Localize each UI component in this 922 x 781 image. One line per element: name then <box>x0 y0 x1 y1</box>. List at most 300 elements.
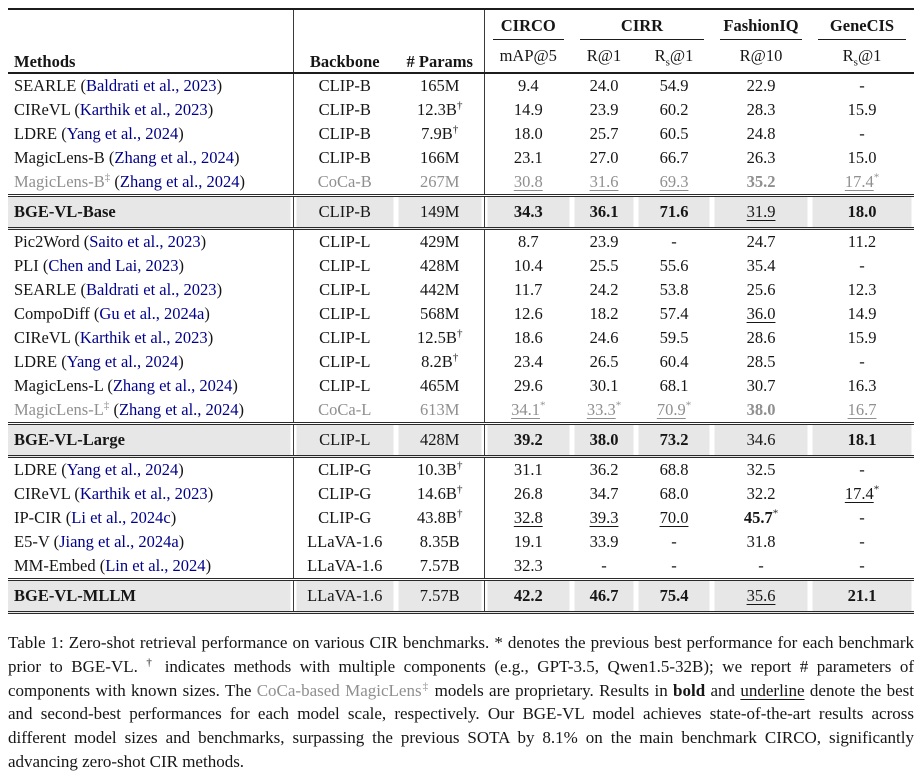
metric-cell <box>810 554 914 580</box>
table-row <box>8 374 914 398</box>
metric-cell: 17.4* <box>844 483 880 503</box>
method-cell <box>8 326 293 350</box>
metric-value: - <box>859 532 865 551</box>
col-group-genecis <box>810 9 914 40</box>
metric-cell <box>572 580 636 613</box>
method-cell <box>8 350 293 374</box>
params-cell: 7.57B <box>419 556 460 575</box>
citation-link[interactable]: Gu et al., 2024a <box>99 304 205 323</box>
method-name: MagicLens-B <box>14 148 105 167</box>
metric-cell <box>636 580 712 613</box>
table-row <box>8 530 914 554</box>
metric-value: 11.7 <box>514 280 543 299</box>
metric-value: 29.6 <box>513 376 543 395</box>
method-name: IP-CIR <box>14 508 62 527</box>
metric-value: 18.6 <box>513 328 543 347</box>
method-name: LDRE <box>14 352 58 371</box>
paren: ) <box>216 76 223 95</box>
metric-value: 33.9 <box>589 532 619 551</box>
backbone-cell: CLIP-L <box>293 302 396 326</box>
paren: ) <box>207 328 214 347</box>
method-name: E5-V <box>14 532 50 551</box>
backbone-cell: CLIP-L <box>293 254 396 278</box>
metric-cell <box>572 424 636 457</box>
table-row <box>8 457 914 483</box>
paren: ( <box>76 76 86 95</box>
metric-value: 35.6 <box>746 586 776 605</box>
metric-cell <box>572 530 636 554</box>
metric-value: 60.4 <box>659 352 689 371</box>
caption-segment: indicates methods with multiple components (e.g., GPT-3.5, Qwen1.5-32B); we report # parameters of components with known sizes. The <box>8 656 914 700</box>
metric-cell <box>636 302 712 326</box>
metric-cell <box>810 350 914 374</box>
metric-value: 30.7 <box>746 376 776 395</box>
results-table <box>8 8 914 614</box>
backbone-cell: CLIP-G <box>293 506 396 530</box>
metric-value: 45.7 <box>743 508 773 527</box>
col-group-cirr <box>572 9 712 40</box>
summary-row <box>8 580 914 613</box>
metric-cell <box>712 278 810 302</box>
caption-segment: CoCa-based MagicLens <box>256 680 422 700</box>
metric-value: 24.7 <box>746 232 776 251</box>
paren: ( <box>49 532 60 551</box>
paren: ) <box>178 532 185 551</box>
table-row <box>8 278 914 302</box>
method-cell <box>8 278 293 302</box>
metric-cell <box>484 326 572 350</box>
col-header-r1: R@1 <box>572 40 636 73</box>
metric-value: 46.7 <box>589 586 619 605</box>
metric-value: - <box>601 556 607 575</box>
paren: ( <box>57 460 67 479</box>
metric-value: - <box>671 232 677 251</box>
metric-cell <box>810 196 914 229</box>
table-row <box>8 254 914 278</box>
metric-cell <box>572 254 636 278</box>
metric-cell: 33.3* <box>586 399 622 419</box>
metric-cell <box>572 350 636 374</box>
paren: ( <box>110 172 120 191</box>
params-cell: 267M <box>420 172 460 191</box>
metric-cell <box>484 506 572 530</box>
caption-segment: bold <box>673 680 706 700</box>
metric-cell <box>636 122 712 146</box>
metric-value: 14.9 <box>513 100 543 119</box>
metric-value: 28.6 <box>746 328 776 347</box>
metric-value: 25.7 <box>589 124 619 143</box>
metric-cell <box>810 98 914 122</box>
metric-value: 60.2 <box>659 100 689 119</box>
metric-value: 18.0 <box>847 202 877 221</box>
paren: ( <box>76 280 86 299</box>
citation-link[interactable]: Yang et al., 2024 <box>66 352 179 371</box>
metric-value: 27.0 <box>589 148 619 167</box>
citation-link[interactable]: Li et al., 2024c <box>71 508 171 527</box>
method-cell <box>8 73 293 98</box>
table-body <box>8 73 914 613</box>
metric-value: 32.2 <box>746 484 776 503</box>
params-cell: 166M <box>420 148 460 167</box>
metric-cell <box>712 482 810 506</box>
metric-value: - <box>859 76 865 95</box>
metric-value: 15.9 <box>847 328 877 347</box>
metric-value: - <box>859 460 865 479</box>
metric-cell <box>636 73 712 98</box>
metric-cell <box>484 302 572 326</box>
backbone-cell: CLIP-B <box>293 146 396 170</box>
caption-segment: denote the best and second-best performances for each model scale, respectively. Our BGE-VL model achieves state-of-the-art results across different model sizes and benchmarks, surpassing the previous SOTA by 8.1% on the main benchmark CIRCO, significantly advancing zero-shot CIR methods. <box>8 680 915 771</box>
metric-cell <box>810 580 914 613</box>
method-cell <box>8 506 293 530</box>
metric-cell <box>484 424 572 457</box>
metric-value: 18.1 <box>847 430 877 449</box>
metric-value: 31.6 <box>589 172 619 191</box>
citation-link[interactable]: Jiang et al., 2024a <box>59 532 179 551</box>
metric-value: - <box>859 124 865 143</box>
metric-cell <box>484 457 572 483</box>
backbone-cell: CLIP-L <box>293 374 396 398</box>
metric-cell <box>712 554 810 580</box>
metric-value: 24.8 <box>746 124 776 143</box>
method-name: MagicLens-L <box>14 400 104 419</box>
backbone-cell: CLIP-G <box>293 482 396 506</box>
metric-value: 36.1 <box>589 202 619 221</box>
col-group-fashioniq <box>712 9 810 40</box>
params-cell: 613M <box>420 400 460 419</box>
metric-cell <box>484 350 572 374</box>
metric-value: 15.9 <box>847 100 877 119</box>
metric-cell <box>572 196 636 229</box>
metric-value: 68.1 <box>659 376 689 395</box>
table-row <box>8 326 914 350</box>
caption-segment: models are proprietary. Results in <box>429 680 674 700</box>
backbone-cell: CoCa-L <box>293 398 396 424</box>
group-label-fashioniq: FashionIQ <box>720 13 802 40</box>
metric-cell <box>572 506 636 530</box>
method-name: MagicLens-B <box>14 172 105 191</box>
metric-value: 30.8 <box>513 172 543 191</box>
metric-cell <box>810 254 914 278</box>
metric-cell <box>636 254 712 278</box>
backbone-cell: CLIP-B <box>293 73 396 98</box>
citation-link[interactable]: Baldrati et al., 2023 <box>85 76 217 95</box>
caption-segment: † <box>146 656 157 669</box>
metric-value: 18.0 <box>513 124 543 143</box>
metric-value: 24.0 <box>589 76 619 95</box>
metric-value: 42.2 <box>513 586 543 605</box>
table-row <box>8 302 914 326</box>
metric-value: 23.1 <box>513 148 543 167</box>
metric-cell <box>484 530 572 554</box>
method-cell <box>8 122 293 146</box>
params-cell: 442M <box>420 280 460 299</box>
caption-segment: ‡ <box>421 679 430 692</box>
metric-value: 38.0 <box>589 430 619 449</box>
group-label-circo: CIRCO <box>493 13 565 40</box>
table-row <box>8 554 914 580</box>
metric-value: 26.3 <box>746 148 776 167</box>
backbone-cell: CLIP-L <box>293 229 396 255</box>
metric-value: 32.3 <box>513 556 543 575</box>
metric-value: 31.8 <box>746 532 776 551</box>
params-cell: 7.57B <box>396 580 484 613</box>
metric-cell <box>712 122 810 146</box>
metric-cell <box>810 326 914 350</box>
citation-link[interactable]: Saito et al., 2023 <box>89 232 201 251</box>
metric-cell <box>810 122 914 146</box>
paren: ) <box>178 256 185 275</box>
metric-value: 69.3 <box>659 172 689 191</box>
metric-cell <box>636 457 712 483</box>
col-header-params: # Params <box>396 9 484 73</box>
metric-value: 14.9 <box>847 304 877 323</box>
paren: ( <box>38 256 49 275</box>
metric-cell <box>484 554 572 580</box>
metric-cell <box>712 73 810 98</box>
backbone-cell: LLaVA-1.6 <box>293 580 396 613</box>
metric-value: 22.9 <box>746 76 776 95</box>
col-header-r10: R@10 <box>712 40 810 73</box>
metric-cell <box>572 122 636 146</box>
metric-cell <box>712 302 810 326</box>
metric-cell <box>712 580 810 613</box>
metric-value: 23.9 <box>589 232 619 251</box>
metric-value: 38.0 <box>746 400 776 419</box>
metric-value: - <box>671 556 677 575</box>
summary-name-cell: BGE-VL-MLLM <box>8 580 293 613</box>
metric-cell <box>572 170 636 196</box>
metric-cell <box>810 530 914 554</box>
paren: ) <box>238 400 245 419</box>
method-cell <box>8 302 293 326</box>
metric-cell <box>810 506 914 530</box>
metric-value: 68.0 <box>659 484 689 503</box>
method-cell <box>8 457 293 483</box>
citation-link[interactable]: Zhang et al., 2024 <box>114 148 234 167</box>
citation-link[interactable]: Lin et al., 2024 <box>105 556 206 575</box>
params-cell: 7.9B† <box>421 123 459 143</box>
paren: ) <box>178 124 184 143</box>
metric-cell <box>810 229 914 255</box>
metric-value: 39.3 <box>589 508 619 527</box>
metric-cell <box>810 73 914 98</box>
params-cell: 10.3B† <box>417 459 463 479</box>
backbone-cell: CLIP-L <box>293 326 396 350</box>
metric-cell <box>636 374 712 398</box>
metric-value: - <box>859 508 865 527</box>
metric-value: 16.7 <box>847 400 877 419</box>
metric-cell <box>636 530 712 554</box>
method-cell <box>8 374 293 398</box>
metric-value: 75.4 <box>659 586 689 605</box>
backbone-cell: CLIP-L <box>293 278 396 302</box>
metric-cell: 17.4* <box>844 171 880 191</box>
metric-cell <box>810 278 914 302</box>
metric-cell <box>712 350 810 374</box>
citation-link[interactable]: Yang et al., 2024 <box>66 460 179 479</box>
metric-cell <box>810 374 914 398</box>
metric-value: 31.1 <box>513 460 543 479</box>
metric-cell <box>712 229 810 255</box>
method-name: MagicLens-L <box>14 376 104 395</box>
metric-value: 31.9 <box>746 202 776 221</box>
metric-value: 16.3 <box>847 376 877 395</box>
params-cell: 428M <box>420 256 460 275</box>
metric-cell <box>712 170 810 196</box>
metric-cell <box>572 302 636 326</box>
metric-value: 59.5 <box>659 328 689 347</box>
metric-cell <box>636 170 712 196</box>
paren: ( <box>61 508 72 527</box>
metric-cell: 34.1* <box>484 398 572 424</box>
metric-cell <box>810 457 914 483</box>
metric-cell <box>636 350 712 374</box>
metric-cell <box>484 146 572 170</box>
params-cell: 428M <box>396 424 484 457</box>
metric-value: - <box>758 556 764 575</box>
metric-value: 11.2 <box>847 232 877 251</box>
metric-value: 71.6 <box>659 202 689 221</box>
paren: ( <box>109 400 119 419</box>
metric-cell <box>572 278 636 302</box>
metric-cell <box>572 73 636 98</box>
paren: ( <box>104 148 115 167</box>
metric-value: 15.0 <box>847 148 877 167</box>
metric-cell <box>484 482 572 506</box>
metric-value: 17.4 <box>844 172 874 191</box>
citation-link[interactable]: Karthik et al., 2023 <box>79 100 208 119</box>
citation-link[interactable]: Karthik et al., 2023 <box>79 484 208 503</box>
citation-link[interactable]: Zhang et al., 2024 <box>119 172 240 191</box>
citation-link[interactable]: Yang et al., 2024 <box>66 124 179 143</box>
params-cell: 465M <box>420 376 460 395</box>
col-header-methods: Methods <box>8 9 293 73</box>
col-header-rs1-genecis: $R_s@1$ <box>810 40 914 73</box>
metric-cell <box>636 278 712 302</box>
params-cell: 12.5B† <box>417 327 463 347</box>
method-cell <box>8 229 293 255</box>
method-cell <box>8 146 293 170</box>
table-row <box>8 398 914 424</box>
backbone-cell: LLaVA-1.6 <box>293 530 396 554</box>
metric-cell <box>636 326 712 350</box>
paren: ( <box>70 100 80 119</box>
metric-cell <box>810 146 914 170</box>
params-cell: 8.35B <box>419 532 460 551</box>
citation-link[interactable]: Zhang et al., 2024 <box>112 376 233 395</box>
metric-value: 12.3 <box>847 280 877 299</box>
table-row <box>8 482 914 506</box>
metric-value: 73.2 <box>659 430 689 449</box>
params-cell: 8.2B† <box>421 351 459 371</box>
method-name: SEARLE <box>14 76 77 95</box>
backbone-cell: CLIP-L <box>293 424 396 457</box>
metric-value: - <box>859 352 865 371</box>
backbone-cell: CoCa-B <box>293 170 396 196</box>
metric-value: 68.8 <box>659 460 689 479</box>
method-cell: MagicLens-B‡ (Zhang et al., 2024) <box>14 171 245 191</box>
metric-cell <box>712 530 810 554</box>
metric-cell <box>484 580 572 613</box>
paren: ) <box>233 148 240 167</box>
metric-value: 24.2 <box>589 280 619 299</box>
metric-cell <box>712 146 810 170</box>
metric-value: 57.4 <box>659 304 689 323</box>
citation-link[interactable]: Karthik et al., 2023 <box>79 328 208 347</box>
metric-cell <box>636 146 712 170</box>
paren: ( <box>57 124 67 143</box>
metric-value: 70.9 <box>656 400 686 419</box>
paren: ) <box>178 352 184 371</box>
metric-cell <box>484 98 572 122</box>
backbone-cell: CLIP-B <box>293 122 396 146</box>
caption-segment: Table 1: Zero-shot retrieval performance on various CIR benchmarks. * denotes the previous best performance for each benchmark prior to BGE-VL. <box>8 633 914 676</box>
metric-value: - <box>859 256 865 275</box>
col-header-rs1: $R_s@1$ <box>636 40 712 73</box>
metric-cell <box>636 196 712 229</box>
citation-link[interactable]: Baldrati et al., 2023 <box>85 280 217 299</box>
metric-value: 34.1 <box>511 400 540 419</box>
params-cell: 14.6B† <box>417 483 463 503</box>
method-cell <box>8 554 293 580</box>
metric-value: 10.4 <box>513 256 543 275</box>
metric-value: 32.8 <box>513 508 543 527</box>
metric-value: 19.1 <box>513 532 543 551</box>
metric-value: 9.4 <box>517 76 539 95</box>
paren: ) <box>239 172 245 191</box>
summary-name-cell: BGE-VL-Large <box>8 424 293 457</box>
method-cell <box>8 482 293 506</box>
metric-cell <box>712 196 810 229</box>
metric-value: 32.5 <box>746 460 776 479</box>
metric-cell <box>484 122 572 146</box>
paren: ) <box>232 376 238 395</box>
metric-value: 28.3 <box>746 100 776 119</box>
method-name: SEARLE <box>14 280 77 299</box>
metric-cell <box>572 554 636 580</box>
metric-cell: 70.9* <box>656 399 692 419</box>
metric-value: 26.8 <box>513 484 543 503</box>
metric-value: 36.2 <box>589 460 619 479</box>
paren: ( <box>95 556 106 575</box>
metric-value: 35.2 <box>746 172 776 191</box>
metric-value: 18.2 <box>589 304 619 323</box>
metric-value: 34.7 <box>589 484 619 503</box>
metric-cell <box>484 254 572 278</box>
params-cell: 43.8B† <box>417 507 463 527</box>
metric-cell <box>572 374 636 398</box>
method-name: PLI <box>14 256 39 275</box>
table-row <box>8 350 914 374</box>
metric-value: 33.3 <box>586 400 616 419</box>
method-name: LDRE <box>14 124 58 143</box>
citation-link[interactable]: Chen and Lai, 2023 <box>48 256 179 275</box>
caption-segment: and <box>705 680 741 700</box>
paren: ) <box>207 484 214 503</box>
metric-value: 17.4 <box>844 484 874 503</box>
citation-link[interactable]: Zhang et al., 2024 <box>118 400 239 419</box>
metric-value: 26.5 <box>589 352 619 371</box>
paren: ) <box>200 232 207 251</box>
metric-cell <box>572 326 636 350</box>
metric-cell <box>636 506 712 530</box>
method-name: CompoDiff <box>14 304 90 323</box>
metric-value: 55.6 <box>659 256 689 275</box>
table-row <box>8 506 914 530</box>
backbone-cell: CLIP-B <box>293 98 396 122</box>
metric-cell <box>712 254 810 278</box>
